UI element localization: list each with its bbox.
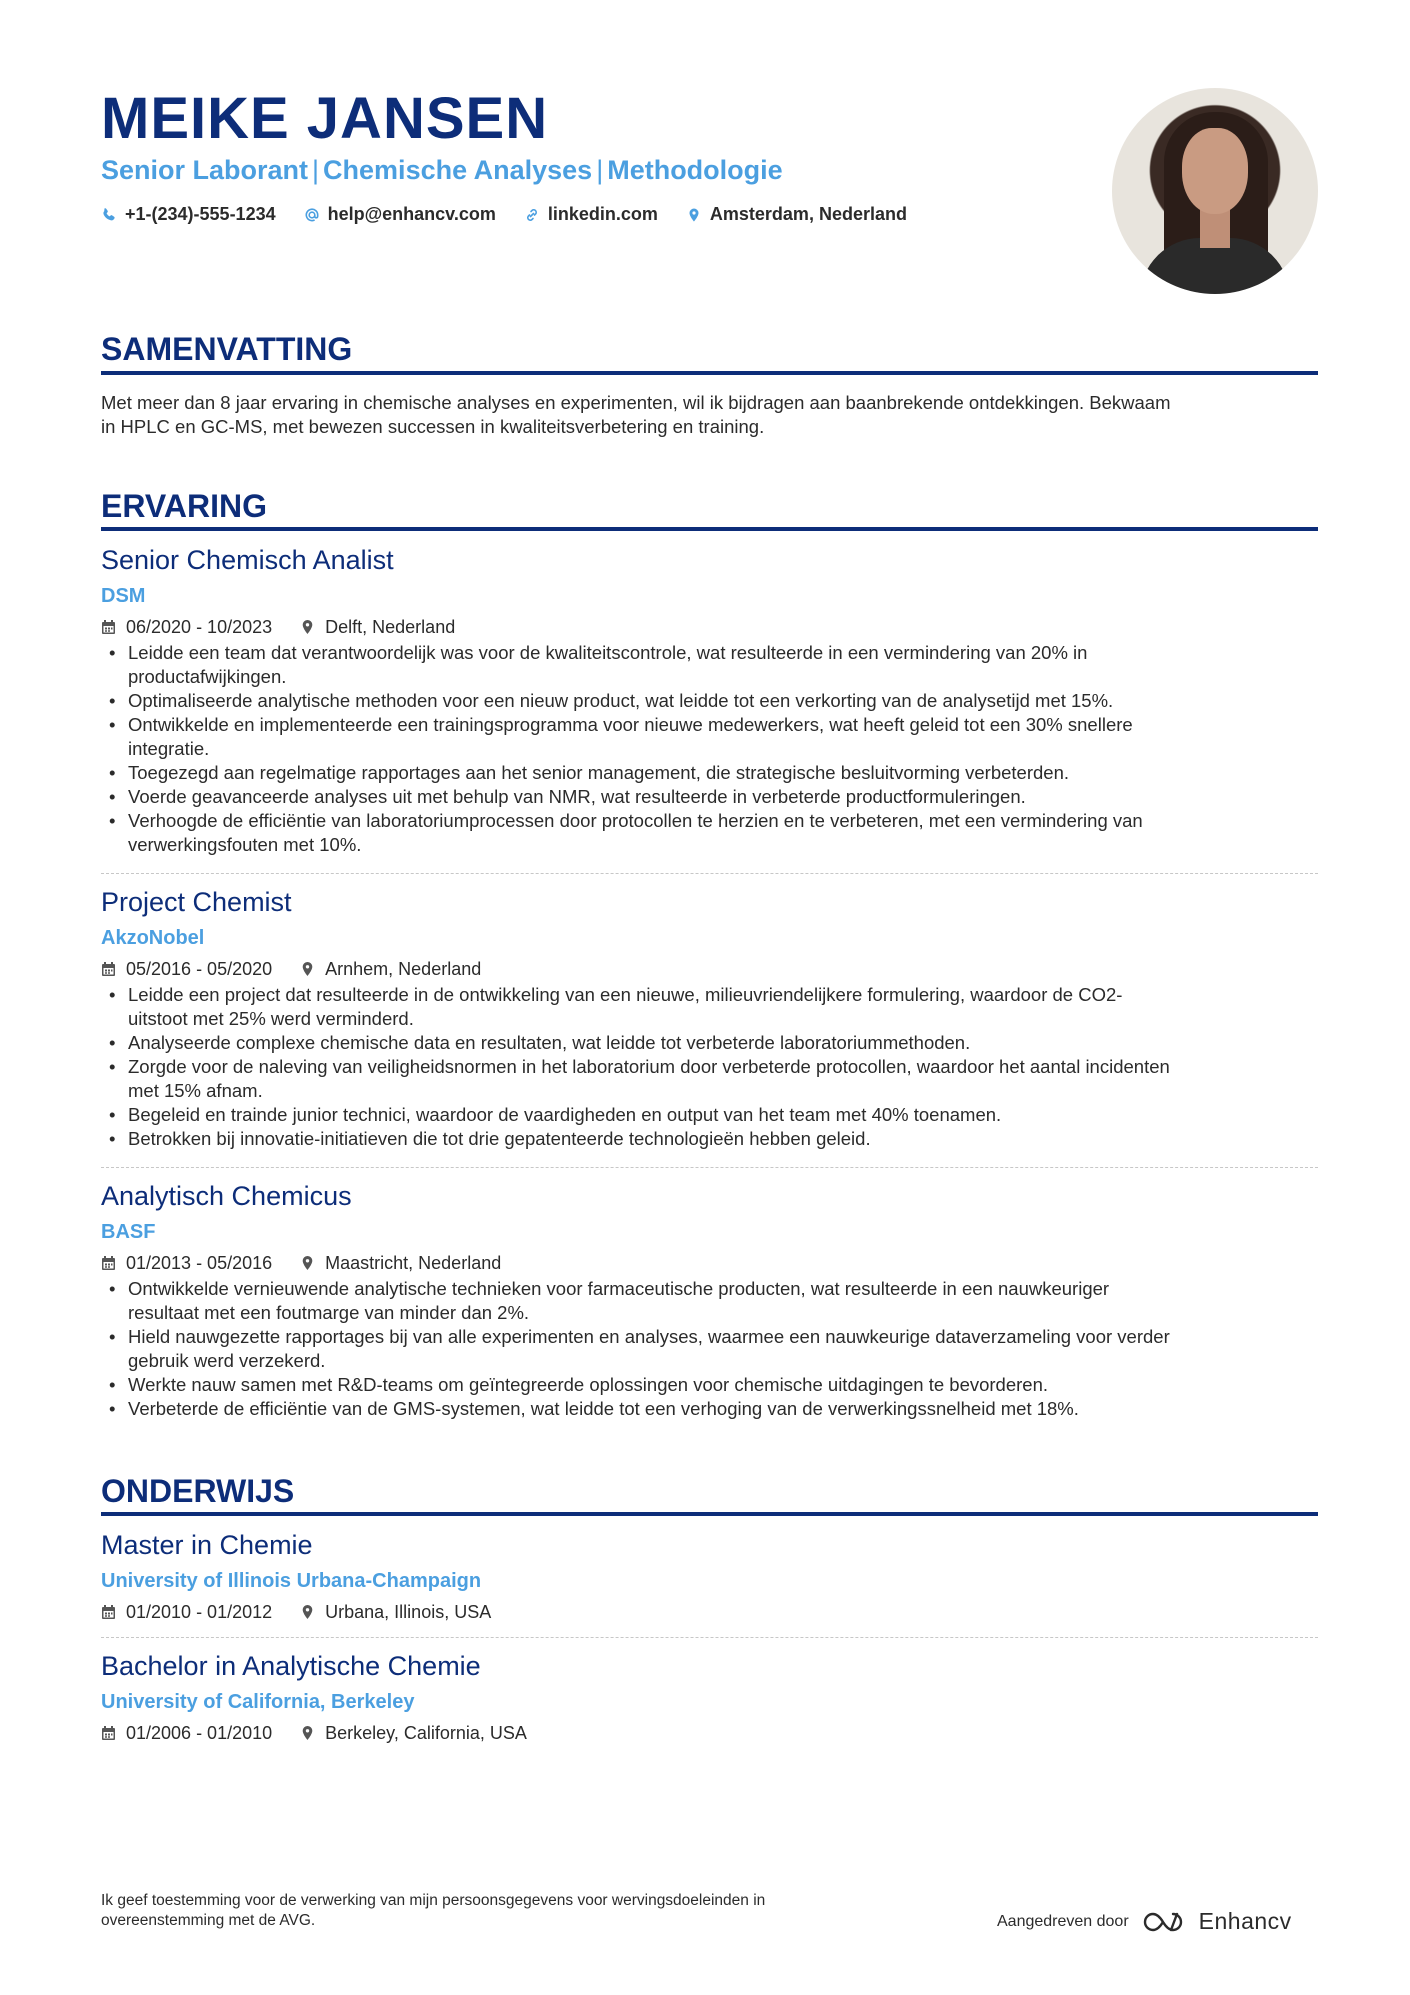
headline-separator: | bbox=[312, 155, 320, 185]
headline bbox=[101, 152, 783, 188]
list-item: • Leidde een project dat resulteerde in de ontwikkeling van een nieuwe, milieuvriendelijkere formulering, waardoor de CO2- uitstoot met 25% werd verminderd. bbox=[101, 983, 1318, 1031]
item-divider bbox=[101, 873, 1318, 874]
job-location: Delft, Nederland bbox=[325, 617, 456, 637]
education-meta bbox=[101, 1600, 491, 1624]
job-location: Arnhem, Nederland bbox=[325, 959, 482, 979]
email-text: help@enhancv.com bbox=[327, 204, 496, 224]
calendar-icon bbox=[101, 961, 116, 977]
location-text: Amsterdam, Nederland bbox=[709, 204, 907, 224]
job-location: Maastricht, Nederland bbox=[325, 1253, 502, 1273]
education-dates: 01/2010 - 01/2012 bbox=[126, 1602, 273, 1622]
list-item: • Analyseerde complexe chemische data en resultaten, wat leidde tot verbeterde laboratoriummethoden. bbox=[101, 1031, 1318, 1055]
phone-icon bbox=[101, 207, 117, 223]
section-title-experience: ERVARING bbox=[101, 488, 267, 524]
profile-photo bbox=[1112, 88, 1318, 294]
location-pin-icon bbox=[300, 619, 315, 635]
section-divider bbox=[101, 527, 1318, 531]
list-item: • Toegezegd aan regelmatige rapportages aan het senior management, die strategische besluitvorming verbeterden. bbox=[101, 761, 1318, 785]
list-item: • Leidde een team dat verantwoordelijk was voor de kwaliteitscontrole, wat resulteerde in een vermindering van 20% in productafwijkingen. bbox=[101, 641, 1318, 689]
job-title: Analytisch Chemicus bbox=[101, 1181, 352, 1211]
phone-text: +1-(234)-555-1234 bbox=[125, 204, 276, 224]
section-divider bbox=[101, 371, 1318, 375]
company-name: DSM bbox=[101, 585, 146, 607]
contact-phone[interactable] bbox=[101, 204, 276, 225]
contact-bar bbox=[101, 204, 907, 225]
contact-linkedin[interactable] bbox=[524, 204, 658, 225]
list-item: • Zorgde voor de naleving van veiligheidsnormen in het laboratorium door verbeterde protocollen, waardoor het aantal incidenten met 15% afnam. bbox=[101, 1055, 1318, 1103]
section-title-education: ONDERWIJS bbox=[101, 1473, 295, 1509]
location-pin-icon bbox=[300, 1725, 315, 1741]
item-divider bbox=[101, 1637, 1318, 1638]
contact-email[interactable] bbox=[304, 204, 496, 225]
calendar-icon bbox=[101, 1725, 116, 1741]
gdpr-consent: Ik geef toestemming voor de verwerking van mijn persoonsgegevens voor wervingsdoeleinden in overeenstemming met de AVG. bbox=[101, 1892, 766, 1929]
list-item: • Verhoogde de efficiëntie van laboratoriumprocessen door protocollen te herzien en te verbeteren, met een vermindering van verwerkingsfouten met 10%. bbox=[101, 809, 1318, 857]
job-bullets bbox=[101, 641, 1318, 857]
link-icon bbox=[524, 207, 540, 223]
job-title: Senior Chemisch Analist bbox=[101, 545, 394, 575]
list-item: • Ontwikkelde en implementeerde een trainingsprogramma voor nieuwe medewerkers, wat heeft geleid tot een 30% snellere integratie. bbox=[101, 713, 1318, 761]
list-item: • Ontwikkelde vernieuwende analytische technieken voor farmaceutische producten, wat resulteerde in een nauwkeuriger resultaat met een foutmarge van minder dan 2%. bbox=[101, 1277, 1318, 1325]
education-meta bbox=[101, 1721, 527, 1745]
job-meta bbox=[101, 1251, 501, 1275]
degree-title: Bachelor in Analytische Chemie bbox=[101, 1651, 481, 1681]
list-item: • Optimaliseerde analytische methoden voor een nieuw product, wat leidde tot een verkorting van de analysetijd met 15%. bbox=[101, 689, 1318, 713]
job-dates: 01/2013 - 05/2016 bbox=[126, 1253, 273, 1273]
job-title: Project Chemist bbox=[101, 887, 292, 917]
location-pin-icon bbox=[686, 207, 702, 223]
calendar-icon bbox=[101, 619, 116, 635]
powered-by[interactable] bbox=[997, 1908, 1292, 1935]
job-dates: 06/2020 - 10/2023 bbox=[126, 617, 273, 637]
job-meta bbox=[101, 957, 481, 981]
list-item: • Verbeterde de efficiëntie van de GMS-systemen, wat leidde tot een verhoging van de verwerkingssnelheid met 18%. bbox=[101, 1397, 1318, 1421]
school-name: University of Illinois Urbana-Champaign bbox=[101, 1570, 482, 1592]
headline-item: Methodologie bbox=[607, 155, 783, 185]
job-meta bbox=[101, 615, 455, 639]
summary-text: Met meer dan 8 jaar ervaring in chemische analyses en experimenten, wil ik bijdragen aan baanbrekende ontdekkingen. Bekwaam in HPLC en GC-MS, met bewezen successen in kwaliteitsverbetering en training. bbox=[101, 392, 1171, 437]
linkedin-text: linkedin.com bbox=[547, 204, 658, 224]
location-pin-icon bbox=[300, 1255, 315, 1271]
at-icon bbox=[304, 207, 320, 223]
degree-title: Master in Chemie bbox=[101, 1530, 313, 1560]
contact-location bbox=[686, 204, 907, 225]
powered-by-label: Aangedreven door bbox=[997, 1912, 1129, 1930]
item-divider bbox=[101, 1167, 1318, 1168]
section-title-summary: SAMENVATTING bbox=[101, 331, 353, 367]
list-item: • Werkte nauw samen met R&D-teams om geïntegreerde oplossingen voor chemische uitdagingen te bevorderen. bbox=[101, 1373, 1318, 1397]
candidate-name: MEIKE JANSEN bbox=[101, 86, 549, 151]
brand-name: Enhancv bbox=[1198, 1908, 1292, 1934]
location-pin-icon bbox=[300, 961, 315, 977]
location-pin-icon bbox=[300, 1604, 315, 1620]
company-name: BASF bbox=[101, 1221, 156, 1243]
calendar-icon bbox=[101, 1604, 116, 1620]
education-dates: 01/2006 - 01/2010 bbox=[126, 1723, 273, 1743]
headline-separator: | bbox=[596, 155, 604, 185]
education-location: Berkeley, California, USA bbox=[325, 1723, 527, 1743]
job-dates: 05/2016 - 05/2020 bbox=[126, 959, 273, 979]
list-item: • Hield nauwgezette rapportages bij van alle experimenten en analyses, waarmee een nauwkeurige dataverzameling voor verder gebruik werd verzekerd. bbox=[101, 1325, 1318, 1373]
job-bullets bbox=[101, 1277, 1318, 1421]
education-location: Urbana, Illinois, USA bbox=[325, 1602, 492, 1622]
calendar-icon bbox=[101, 1255, 116, 1271]
enhancv-logo-icon bbox=[1141, 1910, 1187, 1934]
school-name: University of California, Berkeley bbox=[101, 1691, 415, 1713]
company-name: AkzoNobel bbox=[101, 927, 205, 949]
list-item: • Voerde geavanceerde analyses uit met behulp van NMR, wat resulteerde in verbeterde productformuleringen. bbox=[101, 785, 1318, 809]
job-bullets bbox=[101, 983, 1318, 1151]
section-divider bbox=[101, 1512, 1318, 1516]
list-item: • Betrokken bij innovatie-initiatieven die tot drie gepatenteerde technologieën hebben geleid. bbox=[101, 1127, 1318, 1151]
list-item: • Begeleid en trainde junior technici, waardoor de vaardigheden en output van het team met 40% toenamen. bbox=[101, 1103, 1318, 1127]
headline-item: Senior Laborant bbox=[101, 155, 309, 185]
headline-item: Chemische Analyses bbox=[323, 155, 593, 185]
